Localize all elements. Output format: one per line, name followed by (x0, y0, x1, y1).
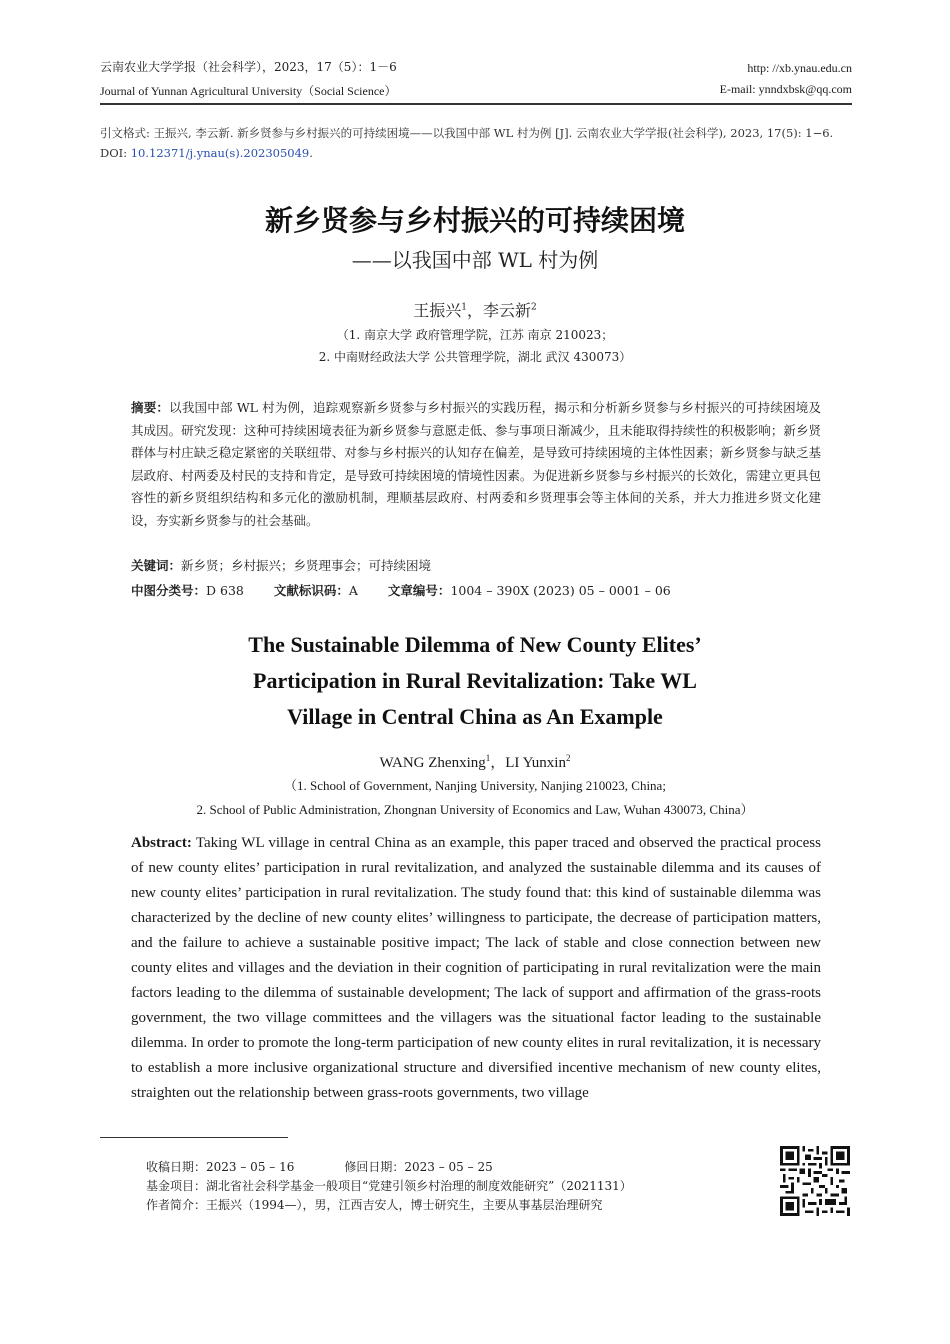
author-1-cn: 王振兴 (413, 301, 462, 320)
title-en-line-1: The Sustainable Dilemma of New County Elites’ (248, 632, 702, 657)
author-1-en: WANG Zhenxing (379, 755, 486, 771)
title-en (0, 627, 950, 735)
footnote-dates (146, 1158, 746, 1177)
affiliation-cn-1: （1. 南京大学 政府管理学院，江苏 南京 210023； (336, 328, 614, 342)
author-1-sup: 1 (461, 302, 467, 313)
abstract-en-label: Abstract: (131, 835, 192, 851)
fund-label: 基金项目： (146, 1179, 207, 1193)
clc-label: 中图分类号： (131, 583, 207, 598)
authors-cn (0, 298, 950, 321)
received-label: 收稿日期： (146, 1160, 207, 1174)
title-cn: 新乡贤参与乡村振兴的可持续困境 (264, 204, 685, 237)
author-en-sep: ， (490, 755, 506, 771)
keywords-cn-text: 新乡贤；乡村振兴；乡贤理事会；可持续困境 (181, 558, 432, 573)
author-2-en: LI Yunxin (505, 755, 566, 771)
abstract-cn-label: 摘要： (131, 400, 170, 415)
doi-link[interactable]: 10.12371/j.ynau(s).202305049 (130, 146, 310, 160)
author-2-en-sup: 2 (565, 753, 571, 763)
footnote-rule (100, 1137, 288, 1138)
authors-en (0, 751, 950, 772)
header-rule (100, 103, 852, 105)
journal-email[interactable]: E-mail: ynndxbsk@qq.com (719, 82, 852, 96)
affiliations-cn (0, 324, 950, 368)
title-en-line-2: Participation in Rural Revitalization: Take WL (253, 668, 697, 693)
author-2-sup: 2 (531, 302, 537, 313)
footnote-fund (146, 1177, 746, 1196)
author-bio-text: 王振兴（1994—），男，江西吉安人，博士研究生，主要从事基层治理研究 (206, 1198, 603, 1212)
affiliation-en-1: （1. School of Government, Nanjing University, Nanjing 210023, China; (284, 778, 666, 793)
keywords-cn (131, 556, 831, 574)
journal-header-en: Journal of Yunnan Agricultural University（Social Science） (100, 84, 397, 98)
citation (100, 123, 852, 163)
fund-text: 湖北省社会科学基金一般项目“党建引领乡村治理的制度效能研究”（2021131） (206, 1179, 632, 1193)
journal-website[interactable]: http: //xb.ynau.edu.cn (747, 61, 852, 75)
abstract-en-text: Taking WL village in central China as an example, this paper traced and observed the practical process of new county elites’ participation in rural revitalization, and analyzed the sustainable dilemma and its causes of new county elites’ participation in rural revitalization. The study found that: this kind of sustainable dilemma was characterized by the decline of new county elites’ willingness to participate, the decrease of participation matters, and the failure to achieve a sustainable positive impact; The lack of stable and close connection between new county elites and villages and the deviation in their cognition of participating in rural revitalization were the main factors leading to the dilemma of sustainable development; The lack of support and affirmation of the grass-roots government, the two village committees and the villagers was the situational factor leading to the sustainable dilemma. In order to promote the long-term participation of new county elites in rural revitalization, it is necessary to establish a more inclusive organizational structure and diversified incentive mechanism of new county elites, straighten out the relationship between grass-roots governments, two village (131, 835, 821, 1101)
article-no-label: 文章编号： (387, 583, 451, 598)
clc-value: D 638 (206, 583, 244, 598)
abstract-cn-text: 以我国中部 WL 村为例，追踪观察新乡贤参与乡村振兴的实践历程，揭示和分析新乡贤参与乡村振兴的可持续困境及其成因。研究发现：这种可持续困境表征为新乡贤参与意愿走低、参与事项日渐减少，且未能取得持续性的积极影响；新乡贤群体与村庄缺乏稳定紧密的关联纽带、对参与乡村振兴的认知存在偏差，是导致可持续困境的主体性因素；新乡贤参与缺乏基层政府、村两委及村民的支持和肯定，是导致可持续困境的情境性因素。为促进新乡贤参与乡村振兴的长效化，需建立更具包容性的新乡贤组织结构和多元化的激励机制，理顺基层政府、村两委和乡贤理事会等主体间的关系，并大力推进乡贤文化建设，夯实新乡贤参与的社会基础。 (131, 400, 821, 528)
keywords-cn-label: 关键词： (131, 558, 182, 573)
article-no-value: 1004 – 390X (2023) 05 – 0001 – 06 (450, 583, 671, 598)
journal-header-cn: 云南农业大学学报（社会科学），2023，17（5）：1－6 (100, 60, 397, 74)
footnote-author (146, 1196, 746, 1215)
affiliation-en-2: 2. School of Public Administration, Zhongnan University of Economics and Law, Wuhan 430073, China） (196, 802, 754, 817)
citation-text: 引文格式: 王振兴, 李云新. 新乡贤参与乡村振兴的可持续困境——以我国中部 WL 村为例 [J]. 云南农业大学学报(社会科学), 2023, 17(5): 1−6. DOI: (100, 126, 834, 160)
author-2-cn: 李云新 (483, 301, 532, 320)
abstract-cn (131, 397, 821, 532)
abstract-en (131, 831, 821, 1106)
doc-code-label: 文献标识码： (273, 583, 349, 598)
revised-date: 2023 – 05 – 25 (404, 1160, 493, 1174)
author-sep: ， (466, 301, 483, 320)
citation-tail: . (309, 146, 313, 160)
classification-row (131, 581, 831, 599)
received-date: 2023 – 05 – 16 (206, 1160, 295, 1174)
affiliation-cn-2: 2. 中南财经政法大学 公共管理学院，湖北 武汉 430073） (318, 350, 632, 364)
author-1-en-sup: 1 (485, 753, 491, 763)
doc-code-value: A (348, 583, 358, 598)
footnotes (146, 1158, 746, 1215)
author-bio-label: 作者简介： (146, 1198, 207, 1212)
affiliations-en (0, 774, 950, 822)
revised-label: 修回日期： (344, 1160, 405, 1174)
title-en-line-3: Village in Central China as An Example (287, 704, 663, 729)
subtitle-cn: ——以我国中部 WL 村为例 (351, 248, 599, 272)
qr-code-icon[interactable] (780, 1146, 850, 1216)
